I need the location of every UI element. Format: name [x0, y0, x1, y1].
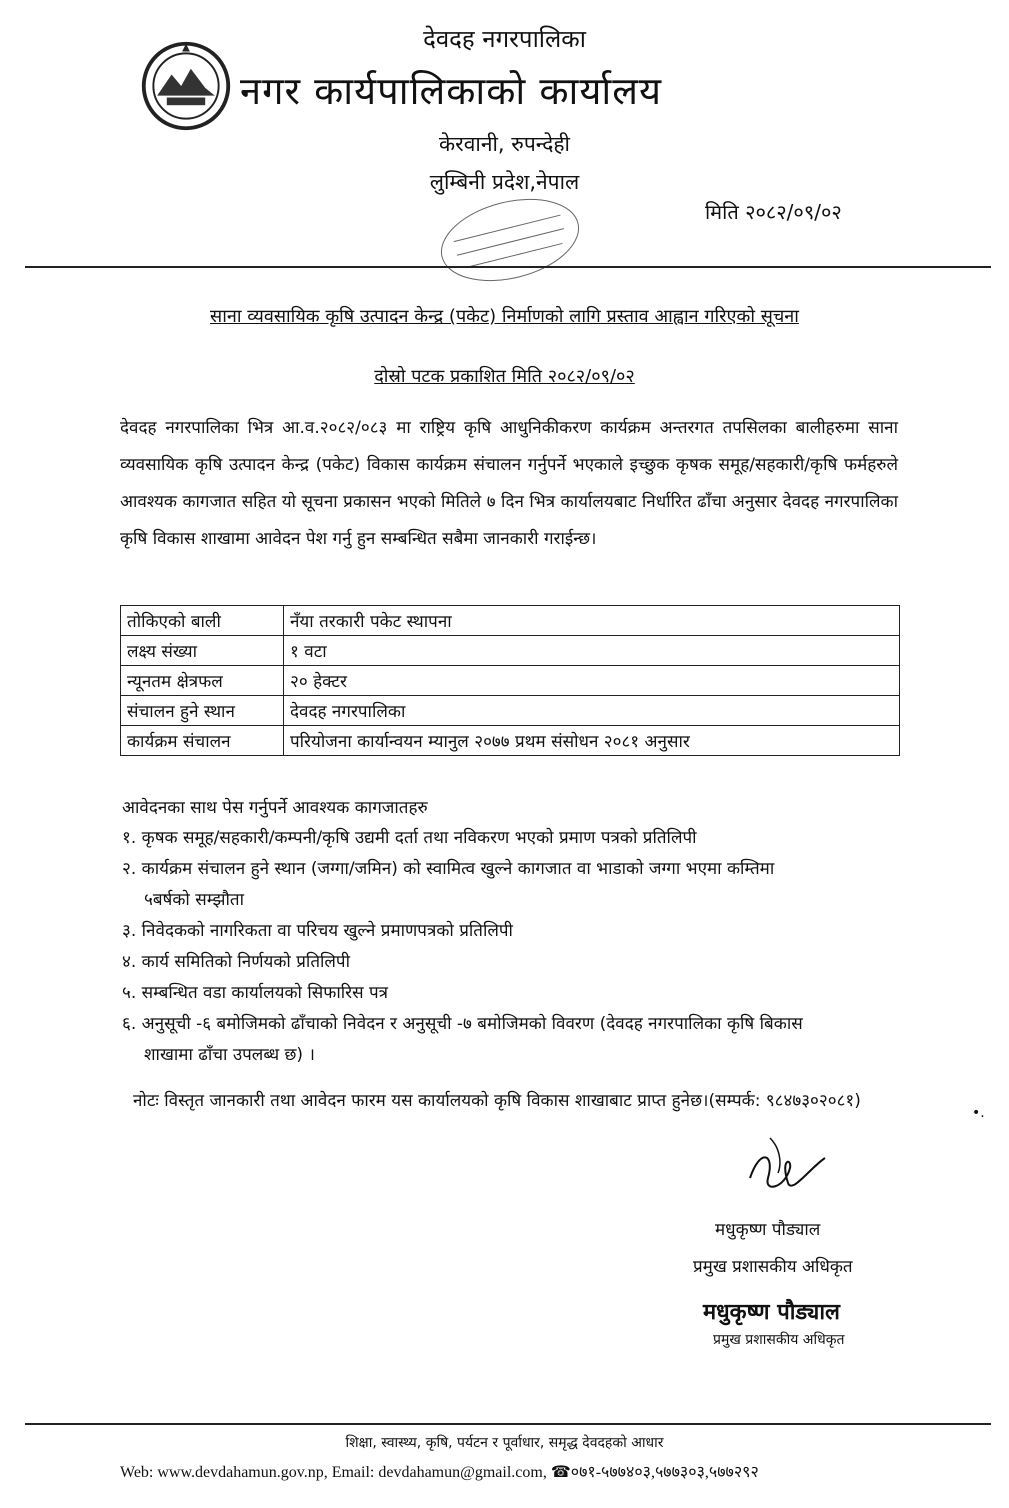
- table-value: नँया तरकारी पकेट स्थापना: [284, 606, 900, 636]
- list-item: ६. अनुसूची -६ बमोजिमको ढाँचाको निवेदन र अनुसूची -७ बमोजिमको विवरण (देवदह नगरपालिका कृषि बिकास: [122, 1014, 803, 1034]
- office-stamp: [430, 190, 590, 290]
- table-value: देवदह नगरपालिका: [284, 696, 900, 726]
- address-line-1: केरवानी, रुपन्देही: [439, 132, 570, 156]
- municipality-name: देवदह नगरपालिका: [423, 25, 586, 53]
- table-row: [121, 726, 900, 756]
- emblem-logo: [138, 38, 234, 134]
- address-line-2: लुम्बिनी प्रदेश,नेपाल: [429, 170, 580, 194]
- signatory-title: प्रमुख प्रशासकीय अधिकृत: [693, 1257, 853, 1277]
- header-divider: [25, 266, 991, 268]
- list-item: १. कृषक समूह/सहकारी/कम्पनी/कृषि उद्यमी दर्ता तथा नविकरण भएको प्रमाण पत्रको प्रतिलिपी: [122, 828, 697, 848]
- signature-icon: [730, 1128, 830, 1208]
- table-value: २० हेक्टर: [284, 666, 900, 696]
- footer-contact: Web: www.devdahamun.gov.np, Email: devdahamun@gmail.com, ☎०७१-५७७४०३,५७७३०३,५७७२९२: [120, 1464, 759, 1481]
- list-item: २. कार्यक्रम संचालन हुने स्थान (जग्गा/जमिन) को स्वामित्व खुल्ने कागजात वा भाडाको जग्गा भएमा कम्तिमा: [122, 859, 775, 879]
- program-details-table: [120, 605, 900, 756]
- list-item: ५. सम्बन्धित वडा कार्यालयको सिफारिस पत्र: [122, 983, 389, 1003]
- table-key: कार्यक्रम संचालन: [121, 726, 284, 756]
- table-value: परियोजना कार्यान्वयन म्यानुल २०७७ प्रथम संसोधन २०८१ अनुसार: [284, 726, 900, 756]
- contact-note: नोटः विस्तृत जानकारी तथा आवेदन फारम यस कार्यालयको कृषि विकास शाखाबाट प्राप्त हुनेछ।(सम्पर्क: ९८४७३०२०८१): [133, 1091, 861, 1111]
- table-row: [121, 666, 900, 696]
- list-item: शाखामा ढाँचा उपलब्ध छ) ।: [144, 1045, 315, 1065]
- stamp-signatory-name: मधुकृष्ण पौड्याल: [703, 1300, 840, 1325]
- signatory-name: मधुकृष्ण पौड्याल: [715, 1220, 821, 1240]
- list-item: ३. निवेदकको नागरिकता वा परिचय खुल्ने प्रमाणपत्रको प्रतिलिपी: [122, 921, 513, 941]
- table-row: [121, 606, 900, 636]
- office-title: नगर कार्यपालिकाको कार्यालय: [240, 69, 663, 113]
- table-key: लक्ष्य संख्या: [121, 636, 284, 666]
- table-value: १ वटा: [284, 636, 900, 666]
- table-key: संचालन हुने स्थान: [121, 696, 284, 726]
- issue-date: मिति २०८२/०९/०२: [705, 200, 842, 224]
- table-key: तोकिएको बाली: [121, 606, 284, 636]
- second-publication-date: दोस्रो पटक प्रकाशित मिति २०८२/०९/०२: [374, 366, 635, 387]
- table-row: [121, 696, 900, 726]
- list-item: ५बर्षको सम्झौता: [144, 890, 245, 910]
- notice-subject: साना व्यवसायिक कृषि उत्पादन केन्द्र (पकेट) निर्माणको लागि प्रस्ताव आह्वान गरिएको सूचना: [210, 306, 799, 327]
- footer-divider: [25, 1423, 991, 1425]
- list-item: ४. कार्य समितिको निर्णयको प्रतिलिपी: [122, 952, 350, 972]
- table-row: [121, 636, 900, 666]
- table-key: न्यूनतम क्षेत्रफल: [121, 666, 284, 696]
- speck-mark: •.: [972, 1105, 985, 1121]
- notice-body: देवदह नगरपालिका भित्र आ.व.२०८२/०८३ मा राष्ट्रिय कृषि आधुनिकीकरण कार्यक्रम अन्तरगत तपसिलका बालीहरुमा साना व्यवसायिक कृषि उत्पादन केन्द्र (पकेट) विकास कार्यक्रम संचालन गर्नुपर्ने भएकाले इच्छुक कृषक समूह/सहकारी/कृषि फर्महरुले आवश्यक कागजात सहित यो सूचना प्रकासन भएको मितिले ७ दिन भित्र कार्यालयबाट निर्धारित ढाँचा अनुसार देवदह नगरपालिका कृषि विकास शाखामा आवेदन पेश गर्नु हुन सम्बन्धित सबैमा जानकारी गराईन्छ।: [120, 418, 898, 549]
- documents-list: [122, 823, 900, 1071]
- documents-heading: आवेदनका साथ पेस गर्नुपर्ने आवश्यक कागजातहरु: [122, 798, 428, 818]
- footer-slogan: शिक्षा, स्वास्थ्य, कृषि, पर्यटन र पूर्वाधार, समृद्ध देवदहको आधार: [345, 1435, 664, 1451]
- stamp-signatory-title: प्रमुख प्रशासकीय अधिकृत: [713, 1332, 845, 1348]
